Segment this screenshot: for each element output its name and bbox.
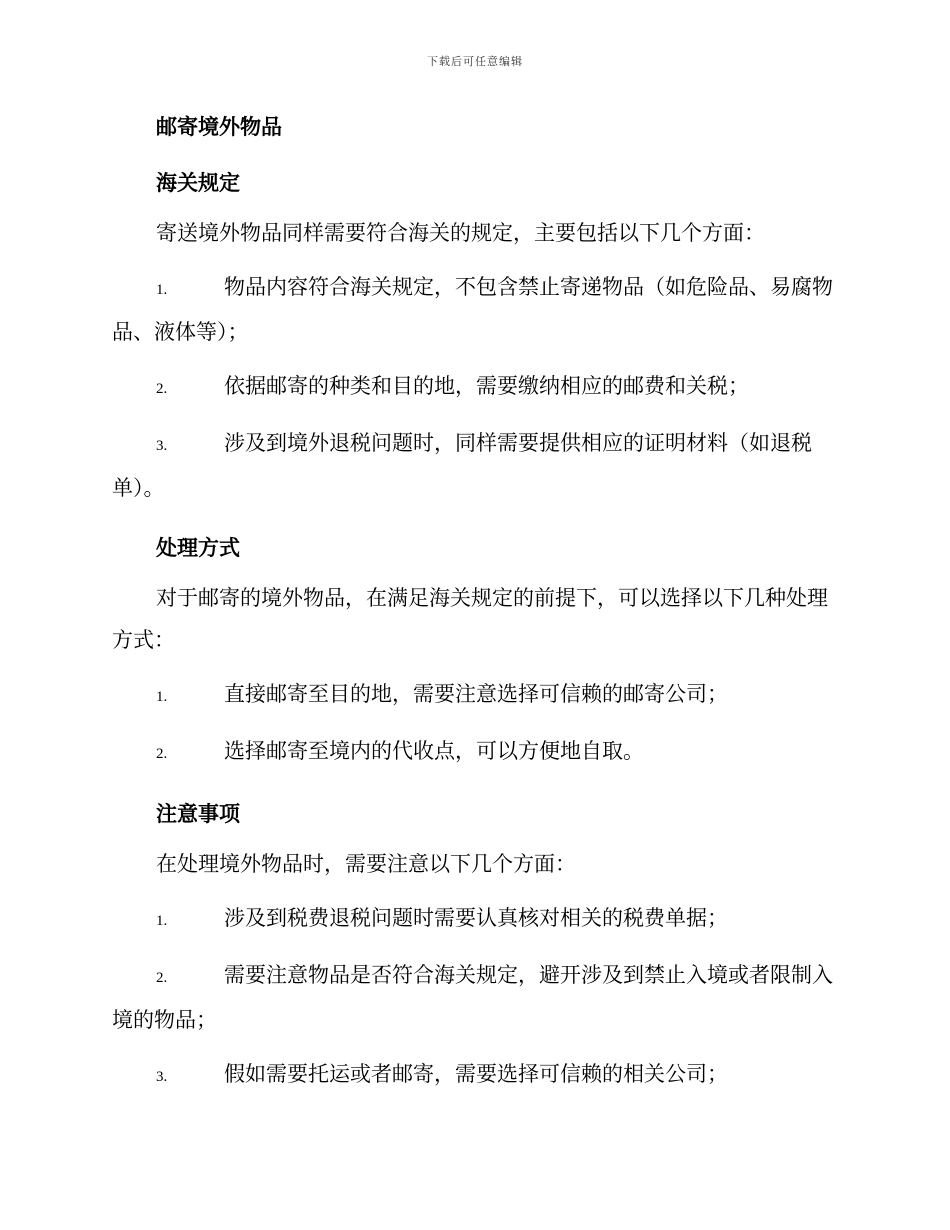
list-item <box>112 897 834 942</box>
list-item-number: 3. <box>156 1069 168 1085</box>
list-item-number: 1. <box>156 689 168 705</box>
list-item <box>112 673 834 718</box>
document-title: 邮寄境外物品 <box>156 114 282 139</box>
page-header: 下载后可任意编辑 <box>427 55 523 68</box>
list-item <box>112 422 834 509</box>
list-item-text: 物品内容符合海关规定，不包含禁止寄递物品（如危险品、易腐物品、液体等）； <box>112 275 833 344</box>
list-item-text: 涉及到境外退税问题时，同样需要提供相应的证明材料（如退税单）。 <box>112 431 812 500</box>
section-intro: 寄送境外物品同样需要符合海关的规定，主要包括以下几个方面： <box>156 221 765 245</box>
section-intro: 在处理境外物品时，需要注意以下几个方面： <box>156 852 576 876</box>
list-item-text: 直接邮寄至目的地，需要注意选择可信赖的邮寄公司； <box>224 682 728 706</box>
list-item-number: 1. <box>156 282 168 298</box>
list-item-text: 涉及到税费退税问题时需要认真核对相关的税费单据； <box>224 906 728 930</box>
list-item <box>112 365 834 410</box>
list-item-text: 假如需要托运或者邮寄，需要选择可信赖的相关公司； <box>224 1062 728 1086</box>
list-item-number: 1. <box>156 913 168 929</box>
list-item-number: 2. <box>156 746 168 762</box>
list-item-number: 3. <box>156 438 168 454</box>
document-body <box>112 110 834 1098</box>
section-intro: 对于邮寄的境外物品，在满足海关规定的前提下，可以选择以下几种处理方式： <box>112 586 828 652</box>
section-heading: 注意事项 <box>156 801 240 826</box>
list-item-text: 依据邮寄的种类和目的地，需要缴纳相应的邮费和关税； <box>224 374 749 398</box>
list-item-number: 2. <box>156 970 168 986</box>
list-item-text: 需要注意物品是否符合海关规定，避开涉及到禁止入境或者限制入境的物品； <box>112 963 833 1032</box>
list-item-text: 选择邮寄至境内的代收点，可以方便地自取。 <box>224 739 644 763</box>
section-heading: 处理方式 <box>156 535 240 560</box>
list-item <box>112 1053 834 1098</box>
list-item <box>112 266 834 353</box>
list-item <box>112 954 834 1041</box>
section-heading: 海关规定 <box>156 170 240 195</box>
list-item <box>112 730 834 775</box>
list-item-number: 2. <box>156 381 168 397</box>
